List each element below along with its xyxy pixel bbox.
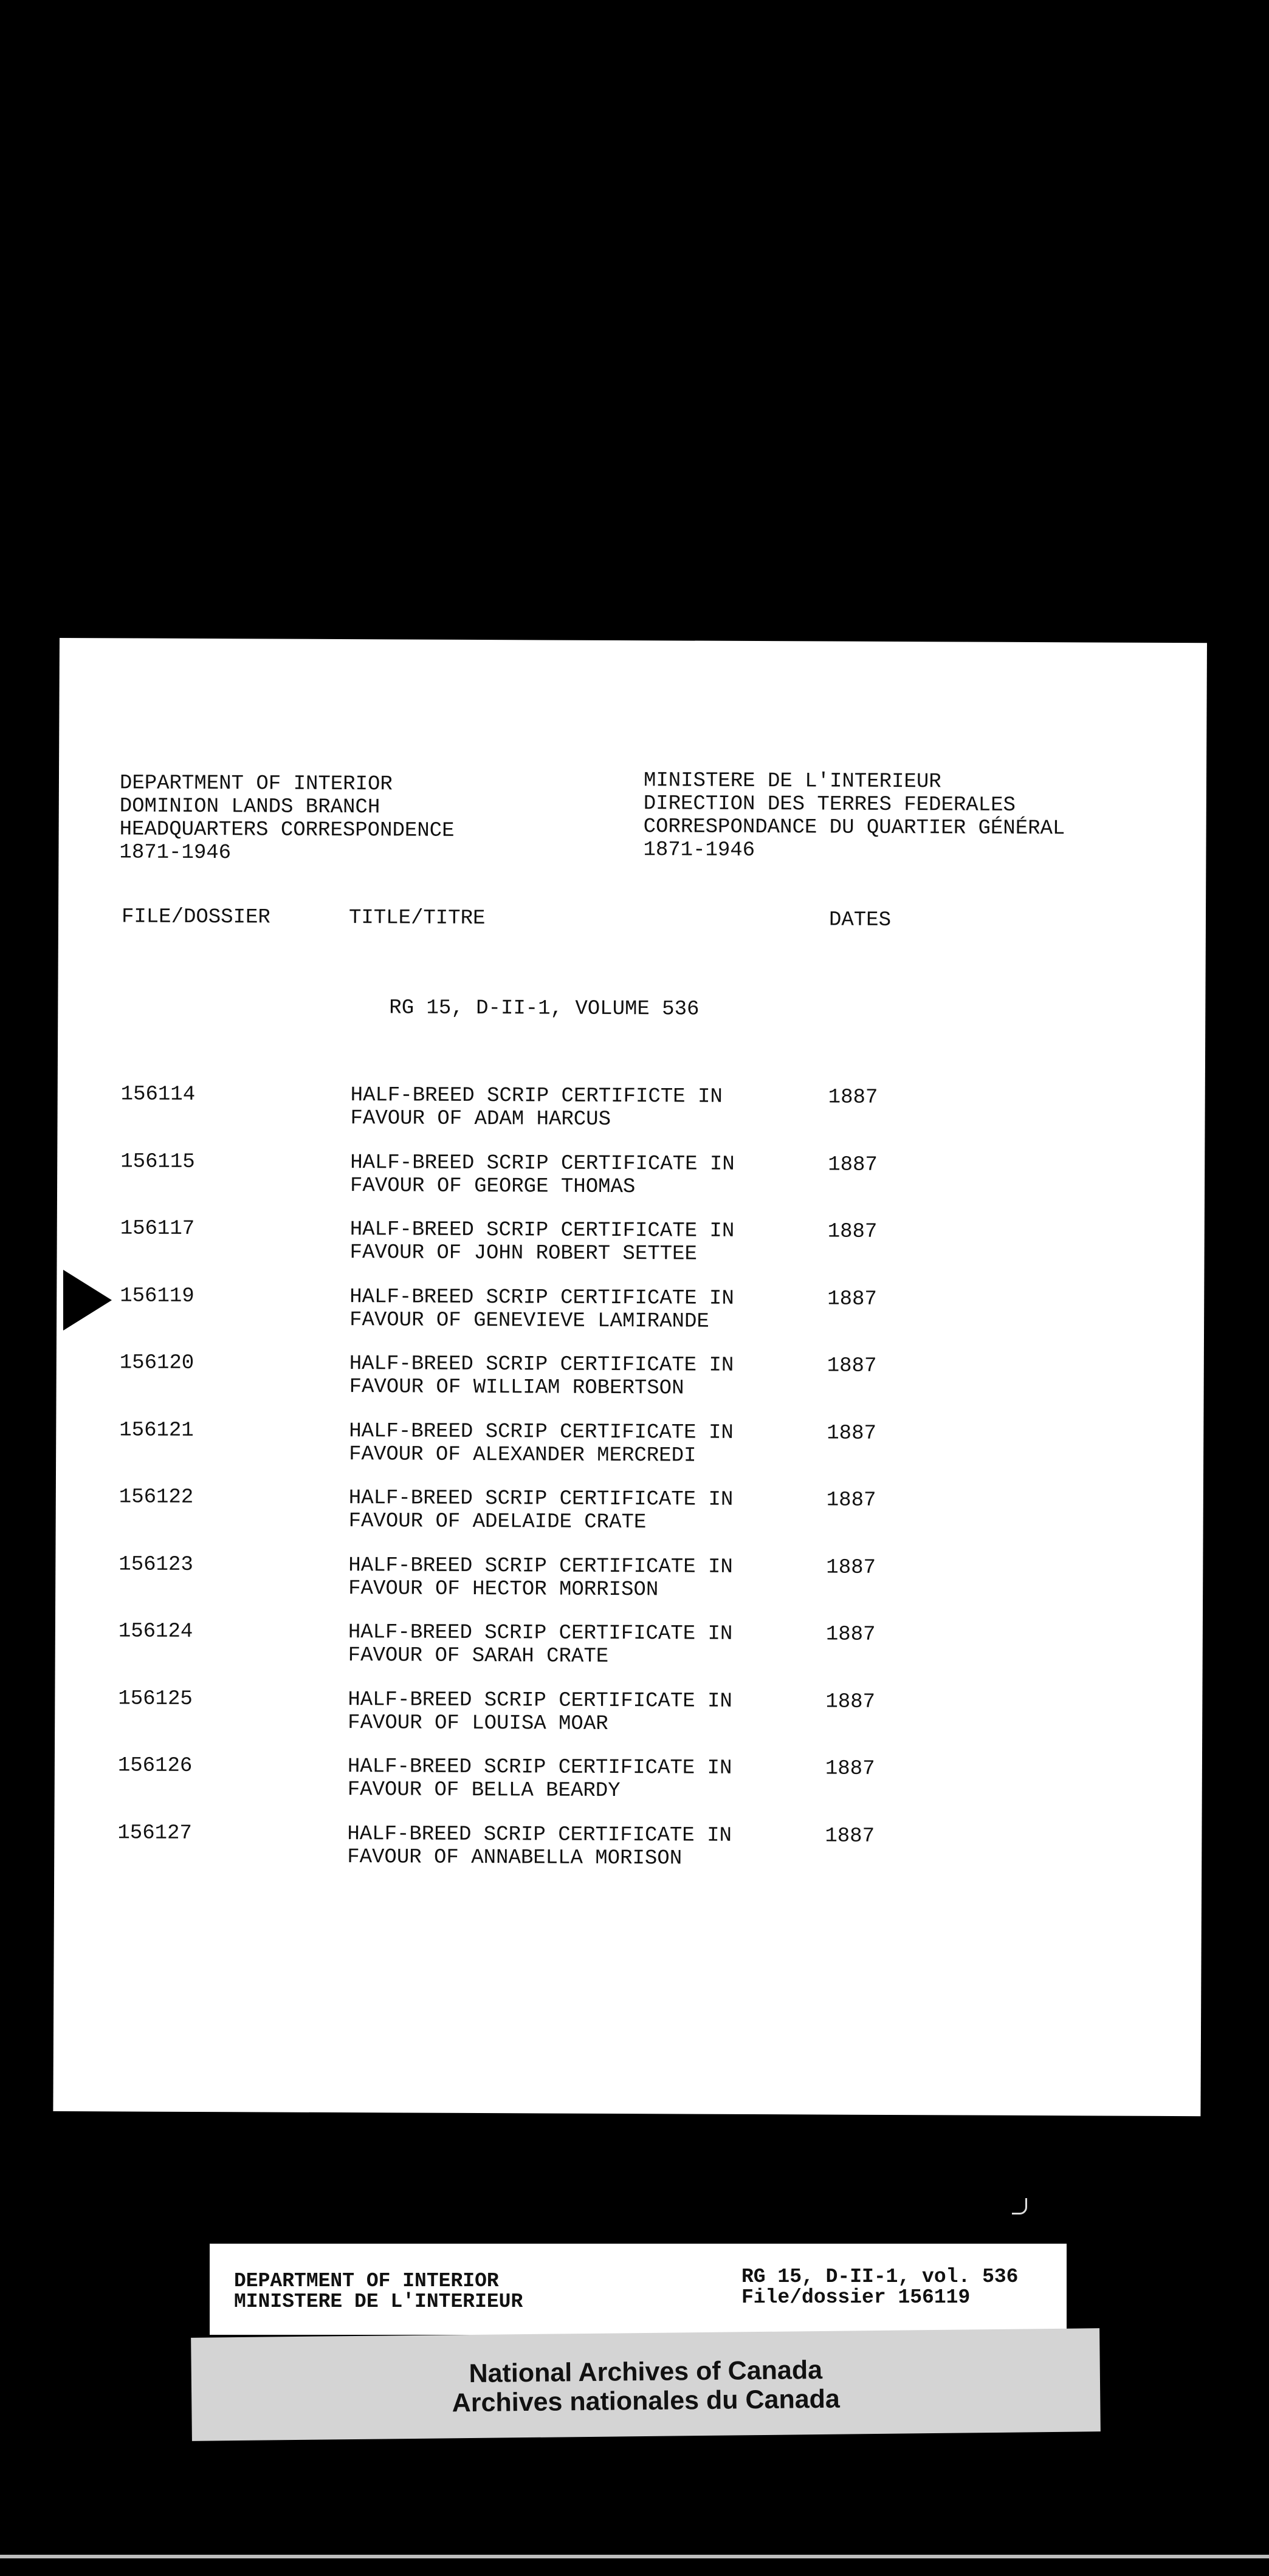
file-title-line: FAVOUR OF JOHN ROBERT SETTEE xyxy=(349,1241,697,1266)
file-date: 1887 xyxy=(825,1824,875,1848)
reference-label xyxy=(210,2244,1067,2335)
label-line: DEPARTMENT OF INTERIOR xyxy=(234,2270,499,2292)
file-title xyxy=(349,1352,734,1400)
header-line: HEADQUARTERS CORRESPONDENCE xyxy=(119,818,455,843)
label-line: File/dossier 156119 xyxy=(741,2286,971,2309)
file-title xyxy=(349,1286,734,1334)
file-title-line: HALF-BREED SCRIP CERTIFICATE IN xyxy=(350,1151,735,1176)
file-title-line: HALF-BREED SCRIP CERTIFICATE IN xyxy=(348,1688,732,1713)
archives-name-en: National Archives of Canada xyxy=(469,2355,823,2389)
file-title xyxy=(348,1554,733,1602)
list-item xyxy=(56,1351,1203,1423)
list-item xyxy=(54,1821,1202,1893)
file-number: 156120 xyxy=(119,1351,194,1375)
file-title-line: HALF-BREED SCRIP CERTIFICATE IN xyxy=(347,1822,732,1848)
file-date: 1887 xyxy=(825,1757,875,1781)
archives-banner xyxy=(191,2328,1101,2441)
header-line: CORRESPONDANCE DU QUARTIER GÉNÉRAL xyxy=(643,815,1065,841)
label-department xyxy=(234,2271,523,2312)
file-title-line: FAVOUR OF ADELAIDE CRATE xyxy=(348,1510,647,1535)
file-date: 1887 xyxy=(828,1153,878,1177)
header-french xyxy=(643,769,1065,863)
header-line: DEPARTMENT OF INTERIOR xyxy=(119,772,393,796)
file-title-line: FAVOUR OF BELLA BEARDY xyxy=(347,1778,621,1803)
scan-mark xyxy=(1012,2198,1027,2215)
file-title-line: FAVOUR OF LOUISA MOAR xyxy=(348,1711,608,1736)
list-item xyxy=(55,1620,1202,1691)
file-title-line: HALF-BREED SCRIP CERTIFICATE IN xyxy=(347,1755,732,1780)
label-line: MINISTERE DE L'INTERIEUR xyxy=(234,2290,523,2313)
file-title-line: HALF-BREED SCRIP CERTIFICTE IN xyxy=(350,1084,723,1109)
file-number: 156121 xyxy=(119,1418,194,1442)
file-title-line: HALF-BREED SCRIP CERTIFICATE IN xyxy=(349,1218,735,1243)
label-reference xyxy=(741,2267,1018,2308)
list-item xyxy=(57,1284,1204,1355)
file-title xyxy=(350,1218,735,1266)
archives-name-fr: Archives nationales du Canada xyxy=(452,2384,841,2418)
file-number: 156123 xyxy=(119,1552,193,1577)
file-title-line: FAVOUR OF WILLIAM ROBERTSON xyxy=(349,1375,684,1400)
file-title-line: HALF-BREED SCRIP CERTIFICATE IN xyxy=(348,1487,734,1512)
list-item xyxy=(56,1418,1203,1490)
file-date: 1887 xyxy=(827,1220,878,1244)
list-item xyxy=(57,1083,1205,1154)
file-title-line: HALF-BREED SCRIP CERTIFICATE IN xyxy=(349,1352,734,1377)
file-number: 156126 xyxy=(117,1754,193,1778)
list-item xyxy=(55,1687,1202,1758)
document-page xyxy=(53,638,1207,2116)
column-header-title: TITLE/TITRE xyxy=(348,906,486,931)
volume-reference: RG 15, D-II-1, VOLUME 536 xyxy=(389,996,700,1021)
file-number: 156124 xyxy=(118,1620,193,1643)
file-title xyxy=(349,1420,734,1468)
file-title-line: HALF-BREED SCRIP CERTIFICATE IN xyxy=(349,1419,734,1445)
file-title xyxy=(348,1621,733,1669)
file-number: 156114 xyxy=(120,1083,196,1106)
header-line: 1871-1946 xyxy=(643,838,755,862)
file-title-line: HALF-BREED SCRIP CERTIFICATE IN xyxy=(348,1553,733,1579)
header-line: 1871-1946 xyxy=(119,841,232,865)
file-date: 1887 xyxy=(826,1556,876,1580)
list-item xyxy=(55,1552,1203,1624)
file-title xyxy=(349,1487,734,1535)
list-item xyxy=(57,1217,1204,1289)
file-title-line: FAVOUR OF GEORGE THOMAS xyxy=(349,1174,636,1199)
file-date: 1887 xyxy=(825,1690,876,1714)
file-title xyxy=(348,1755,732,1803)
file-date: 1887 xyxy=(828,1086,878,1109)
file-number: 156117 xyxy=(120,1217,195,1241)
column-header-file: FILE/DOSSIER xyxy=(121,905,270,930)
file-title xyxy=(347,1823,732,1871)
file-date: 1887 xyxy=(825,1623,876,1646)
file-number: 156115 xyxy=(120,1149,195,1174)
file-number: 156122 xyxy=(119,1485,194,1509)
file-title xyxy=(348,1688,732,1736)
file-date: 1887 xyxy=(827,1287,877,1311)
file-date: 1887 xyxy=(827,1354,877,1378)
list-item xyxy=(57,1149,1205,1221)
file-title-line: FAVOUR OF ADAM HARCUS xyxy=(350,1107,611,1131)
list-item xyxy=(55,1485,1203,1557)
file-title-line: FAVOUR OF ALEXANDER MERCREDI xyxy=(349,1442,696,1468)
file-title-line: FAVOUR OF HECTOR MORRISON xyxy=(348,1577,659,1601)
column-header-dates: DATES xyxy=(828,908,892,932)
index-notch-marker xyxy=(63,1270,112,1331)
header-line: DOMINION LANDS BRANCH xyxy=(119,795,380,820)
file-date: 1887 xyxy=(826,1488,876,1512)
file-date: 1887 xyxy=(827,1422,877,1445)
header-line: MINISTERE DE L'INTERIEUR xyxy=(643,769,941,794)
file-title-line: FAVOUR OF ANNABELLA MORISON xyxy=(347,1845,683,1870)
file-title-line: HALF-BREED SCRIP CERTIFICATE IN xyxy=(348,1621,733,1646)
scan-edge xyxy=(0,2555,1269,2558)
list-item xyxy=(55,1754,1202,1826)
header-english xyxy=(119,772,455,865)
file-number: 156119 xyxy=(120,1284,194,1308)
file-number: 156125 xyxy=(118,1687,193,1711)
label-line: RG 15, D-II-1, vol. 536 xyxy=(741,2266,1019,2288)
file-title-line: FAVOUR OF SARAH CRATE xyxy=(348,1644,609,1668)
header-line: DIRECTION DES TERRES FEDERALES xyxy=(643,792,1016,817)
file-title-line: HALF-BREED SCRIP CERTIFICATE IN xyxy=(349,1285,734,1310)
file-number: 156127 xyxy=(117,1821,192,1845)
file-title-line: FAVOUR OF GENEVIEVE LAMIRANDE xyxy=(349,1308,709,1334)
file-title xyxy=(350,1084,722,1132)
file-title xyxy=(350,1151,735,1199)
